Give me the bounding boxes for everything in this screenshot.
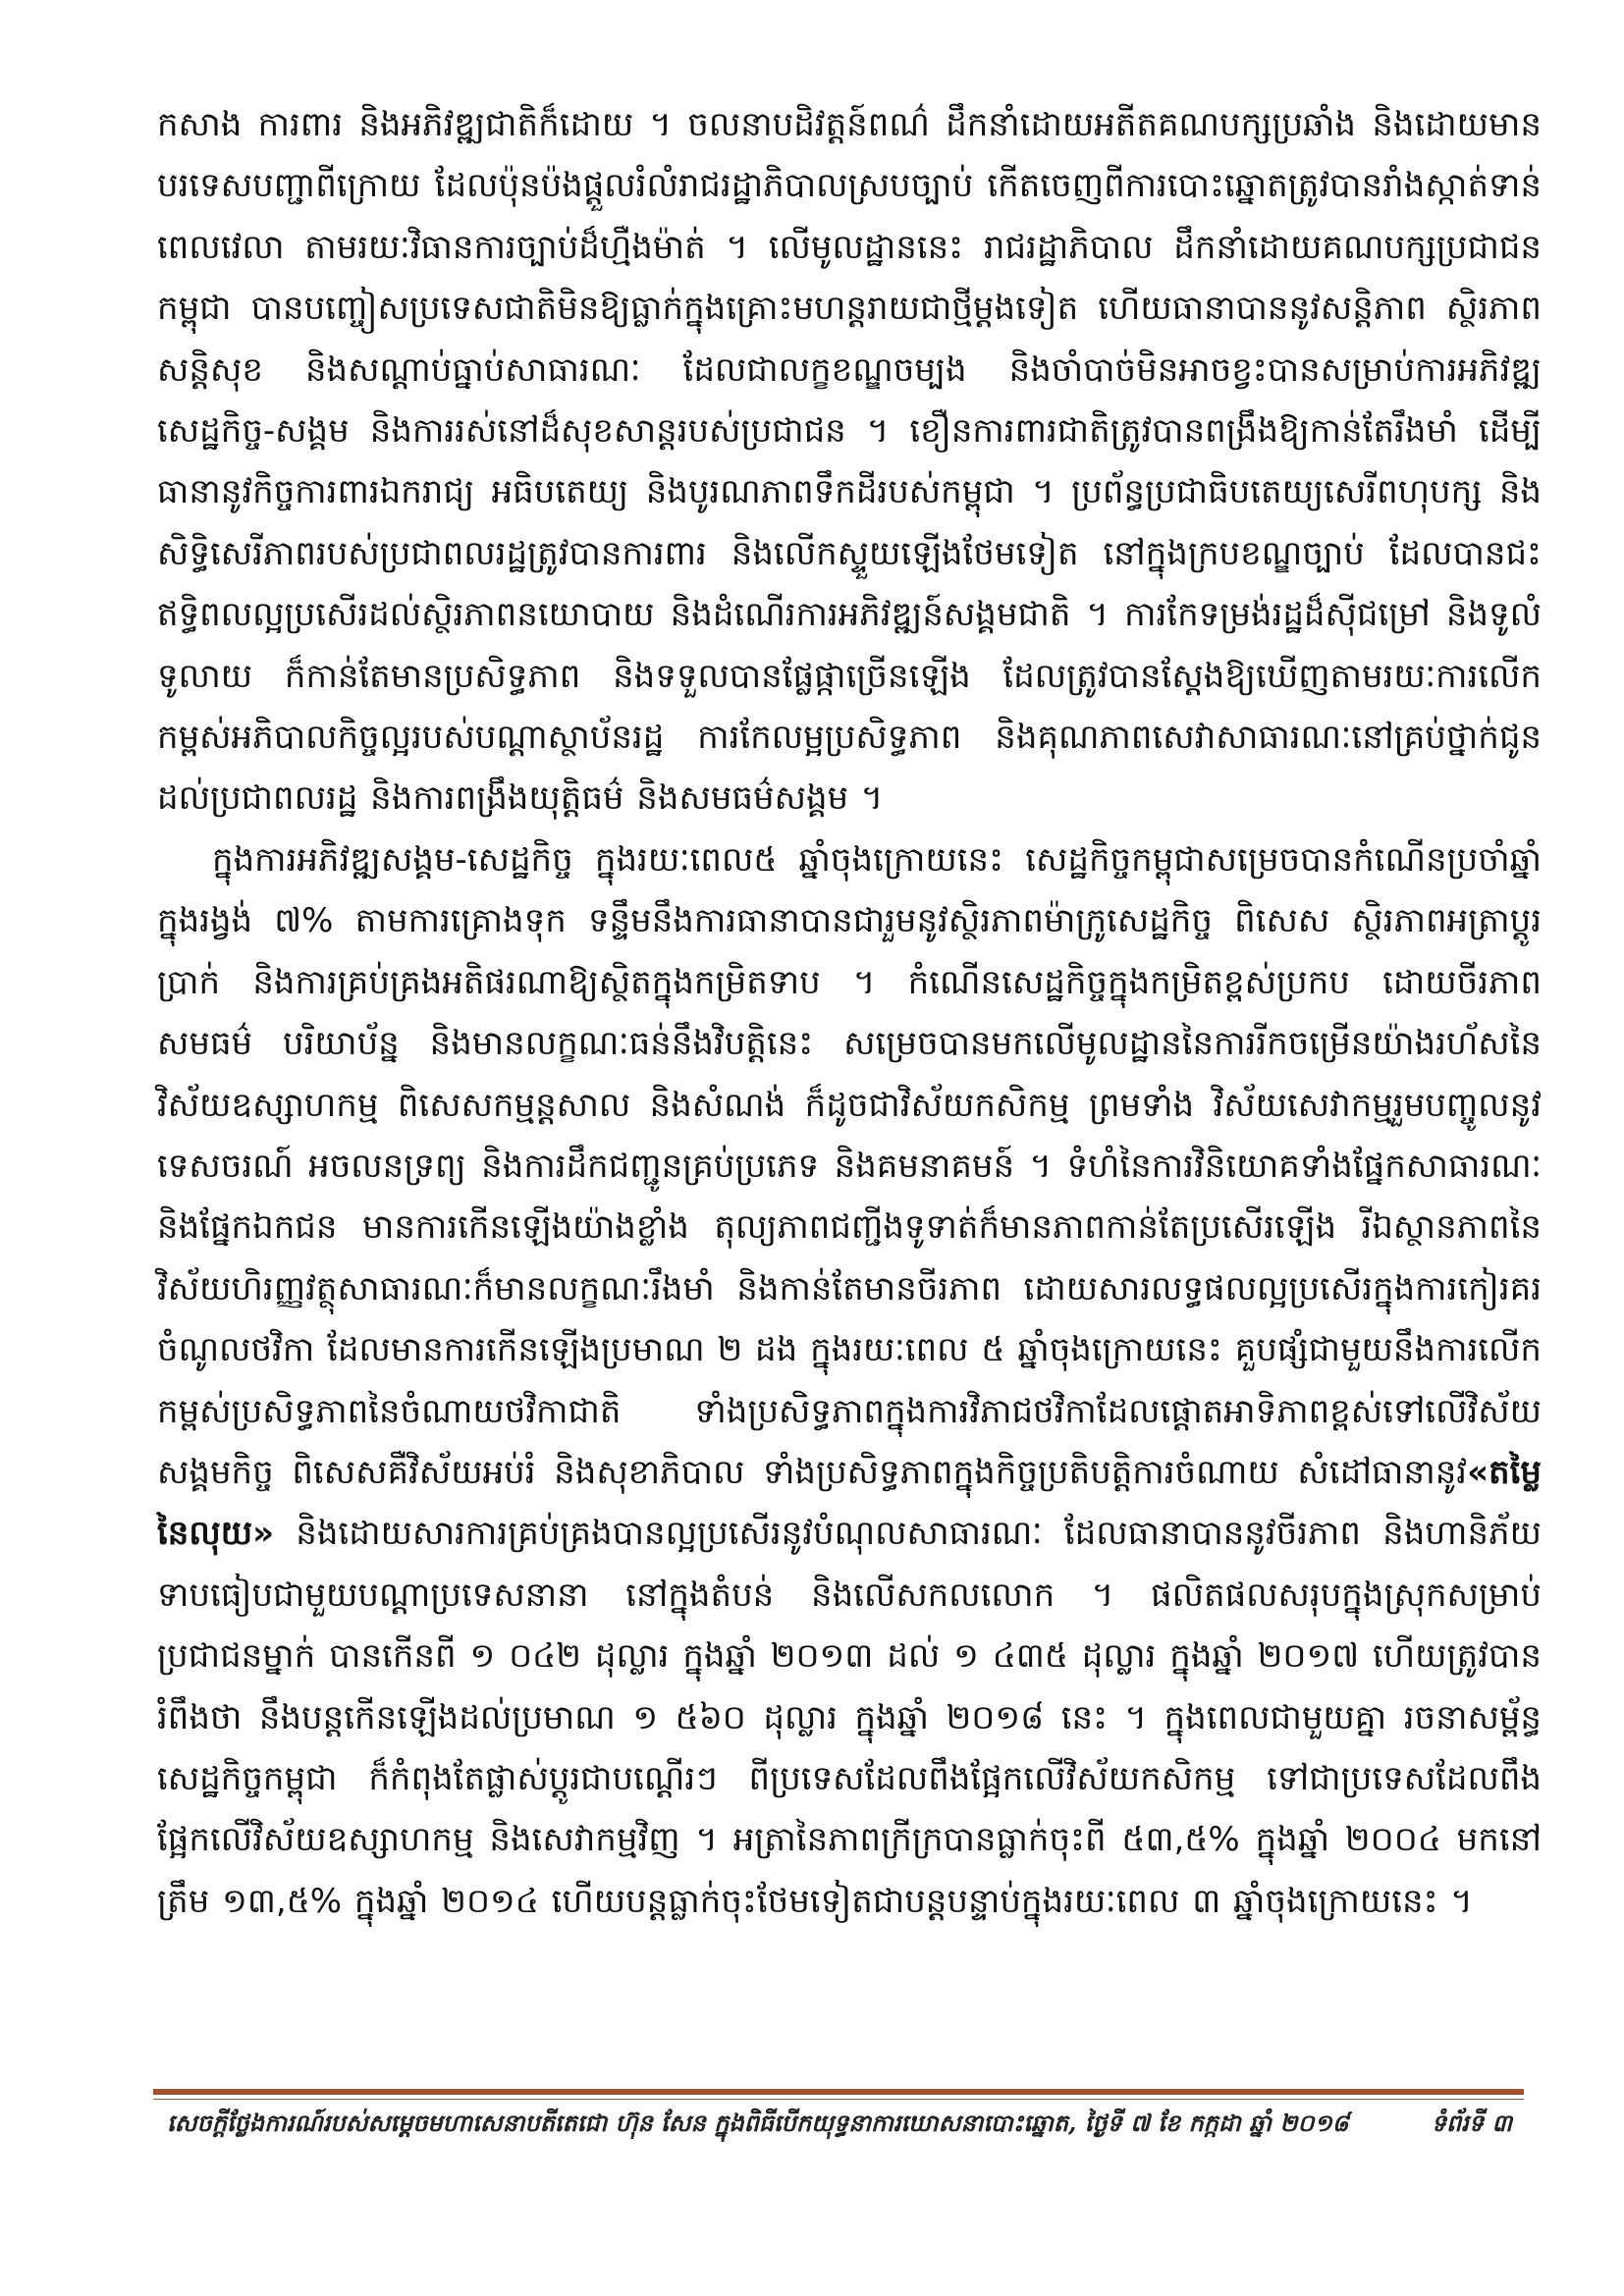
page-number: ទំព័រទី ៣ [1431, 2109, 1512, 2137]
paragraph-2-emphasis: «តម្លៃនៃលុយ» [157, 1452, 1542, 1554]
paragraph-2 [157, 829, 1542, 1932]
footer-divider [153, 2089, 1524, 2095]
paragraph-1: កសាង ការពារ និងអភិវឌ្ឍជាតិក៏ដោយ ។ ចលនាបដិវត្តន៍ពណ៌ ដឹកនាំដោយអតីតគណបក្សប្រឆាំង និងដោយមានបរទេសបញ្ជាពីក្រោយ ដែលប៉ុនប៉ងផ្តួលរំលំរាជរដ្ឋាភិបាលស្របច្បាប់ កើតចេញពីការបោះឆ្នោតត្រូវបានរាំងស្កាត់ទាន់ពេលវេលា តាមរយៈវិធានការច្បាប់ដ៏ហ្មឺងម៉ាត់ ។ លើមូលដ្ឋាននេះ រាជរដ្ឋាភិបាល ដឹកនាំដោយគណបក្សប្រជាជនកម្ពុជា បានបញ្ចៀសប្រទេសជាតិមិនឱ្យធ្លាក់ក្នុងគ្រោះមហន្តរាយជាថ្មីម្តងទៀត ហើយធានាបាននូវសន្តិភាព ស្ថិរភាព សន្តិសុខ និងសណ្តាប់ធ្នាប់សាធារណៈ ដែលជាលក្ខខណ្ឌចម្បង និងចាំបាច់មិនអាចខ្វះបានសម្រាប់ការអភិវឌ្ឍសេដ្ឋកិច្ច-សង្គម និងការរស់នៅដ៏សុខសាន្តរបស់ប្រជាជន ។ ខឿនការពារជាតិត្រូវបានពង្រឹងឱ្យកាន់តែរឹងមាំ ដើម្បីធានានូវកិច្ចការពារឯករាជ្យ អធិបតេយ្យ និងបូរណភាពទឹកដីរបស់កម្ពុជា ។ ប្រព័ន្ធប្រជាធិបតេយ្យសេរីពហុបក្ស និងសិទ្ធិសេរីភាពរបស់ប្រជាពលរដ្ឋត្រូវបានការពារ និងលើកស្ទួយឡើងថែមទៀត នៅក្នុងក្របខណ្ឌច្បាប់ ដែលបានជះឥទ្ធិពលល្អប្រសើរដល់ស្ថិរភាពនយោបាយ និងដំណើរការអភិវឌ្ឍន៍សង្គមជាតិ ។ ការកែទម្រង់រដ្ឋដ៏ស៊ីជម្រៅ និងទូលំទូលាយ ក៏កាន់តែមានប្រសិទ្ធភាព និងទទួលបានផ្លែផ្កាច្រើនឡើង ដែលត្រូវបានស្តែងឱ្យឃើញតាមរយៈការលើកកម្ពស់អភិបាលកិច្ចល្អរបស់បណ្តាស្ថាប័នរដ្ឋ ការកែលម្អប្រសិទ្ធភាព និងគុណភាពសេវាសាធារណៈនៅគ្រប់ថ្នាក់ជូនដល់ប្រជាពលរដ្ឋ និងការពង្រឹងយុត្តិធម៌ និងសមធម៌សង្គម ។ [157, 105, 1542, 819]
paragraph-2-part-2: និងដោយសារការគ្រប់គ្រងបានល្អប្រសើរនូវបំណុលសាធារណៈ ដែលធានាបាននូវចីរភាព និងហានិភ័យទាបធៀបជាមួយបណ្តាប្រទេសនានា នៅក្នុងតំបន់ និងលើសកលលោក ។ ផលិតផលសរុបក្នុងស្រុកសម្រាប់ប្រជាជនម្នាក់ បានកើនពី ១ ០៤២ ដុល្លារ ក្នុងឆ្នាំ ២០១៣ ដល់ ១ ៤៣៥ ដុល្លារ ក្នុងឆ្នាំ ២០១៧ ហើយត្រូវបានរំពឹងថា នឹងបន្តកើនឡើងដល់ប្រមាណ ១ ៥៦០ ដុល្លារ ក្នុងឆ្នាំ ២០១៨ នេះ ។ ក្នុងពេលជាមួយគ្នា រចនាសម្ព័ន្ធសេដ្ឋកិច្ចកម្ពុជា ក៏កំពុងតែផ្លាស់ប្តូរជាបណ្តើរៗ ពីប្រទេសដែលពឹងផ្អែកលើវិស័យកសិកម្ម ទៅជាប្រទេសដែលពឹងផ្អែកលើវិស័យឧស្សាហកម្ម និងសេវាកម្មវិញ ។ អត្រានៃភាពក្រីក្របានធ្លាក់ចុះពី ៥៣,៥% ក្នុងឆ្នាំ ២០០៤ មកនៅត្រឹម ១៣,៥% ក្នុងឆ្នាំ ២០១៤ ហើយបន្តធ្លាក់ចុះថែមទៀតជាបន្តបន្ទាប់ក្នុងរយៈពេល ៣ ឆ្នាំចុងក្រោយនេះ ។ [157, 1514, 1542, 1921]
footer-divider-thin [153, 2099, 1524, 2100]
document-body [157, 94, 1542, 1932]
footer-caption: សេចក្តីថ្លែងការណ៍របស់សម្តេចមហាសេនាបតីតេជោ ហ៊ុន សែន ក្នុងពិធីបើកយុទ្ធនាការឃោសនាបោះឆ្នោត, ថ្ងៃទី ៧ ខែ កក្កដា ឆ្នាំ ២០១៨ [167, 2109, 1349, 2137]
paragraph-2-part-1: ក្នុងការអភិវឌ្ឍសង្គម-សេដ្ឋកិច្ច ក្នុងរយៈពេល៥ ឆ្នាំចុងក្រោយនេះ សេដ្ឋកិច្ចកម្ពុជាសម្រេចបានកំណើនប្រចាំឆ្នាំក្នុងរង្វង់ ៧% តាមការគ្រោងទុក ទន្ទឹមនឹងការធានាបានជារួមនូវស្ថិរភាពម៉ាក្រូសេដ្ឋកិច្ច ពិសេស ស្ថិរភាពអត្រាប្តូរប្រាក់ និងការគ្រប់គ្រងអតិផរណាឱ្យស្ថិតក្នុងកម្រិតទាប ។ កំណើនសេដ្ឋកិច្ចក្នុងកម្រិតខ្ពស់ប្រកប ដោយចីរភាព សមធម៌ បរិយាប័ន្ន និងមានលក្ខណៈធន់នឹងវិបត្តិនេះ សម្រេចបានមកលើមូលដ្ឋាននៃការរីកចម្រើនយ៉ាងរហ័សនៃវិស័យឧស្សាហកម្ម ពិសេសកម្មន្តសាល និងសំណង់ ក៏ដូចជាវិស័យកសិកម្ម ព្រមទាំង វិស័យសេវាកម្មរួមបញ្ចូលនូវទេសចរណ៍ អចលនទ្រព្យ និងការដឹកជញ្ជូនគ្រប់ប្រភេទ និងគមនាគមន៍ ។ ទំហំនៃការវិនិយោគទាំងផ្នែកសាធារណៈ និងផ្នែកឯកជន មានការកើនឡើងយ៉ាងខ្លាំង តុល្យភាពជញ្ជីងទូទាត់ក៏មានភាពកាន់តែប្រសើរឡើង រីឯស្ថានភាពនៃវិស័យហិរញ្ញវត្ថុសាធារណៈក៏មានលក្ខណៈរឹងមាំ និងកាន់តែមានចីរភាព ដោយសារលទ្ធផលល្អប្រសើរក្នុងការកៀរគរចំណូលថវិកា ដែលមានការកើនឡើងប្រមាណ ២ ដង ក្នុងរយៈពេល ៥ ឆ្នាំចុងក្រោយនេះ គួបផ្សំជាមួយនឹងការលើកកម្ពស់ប្រសិទ្ធភាពនៃចំណាយថវិកាជាតិ ទាំងប្រសិទ្ធភាពក្នុងការវិភាជថវិកាដែលផ្តោតអាទិភាពខ្ពស់ទៅលើវិស័យសង្គមកិច្ច ពិសេសគឺវិស័យអប់រំ និងសុខាភិបាល ទាំងប្រសិទ្ធភាពក្នុងកិច្ចប្រតិបត្តិការចំណាយ សំដៅធានានូវ [157, 839, 1542, 1492]
page-footer [167, 2109, 1522, 2148]
